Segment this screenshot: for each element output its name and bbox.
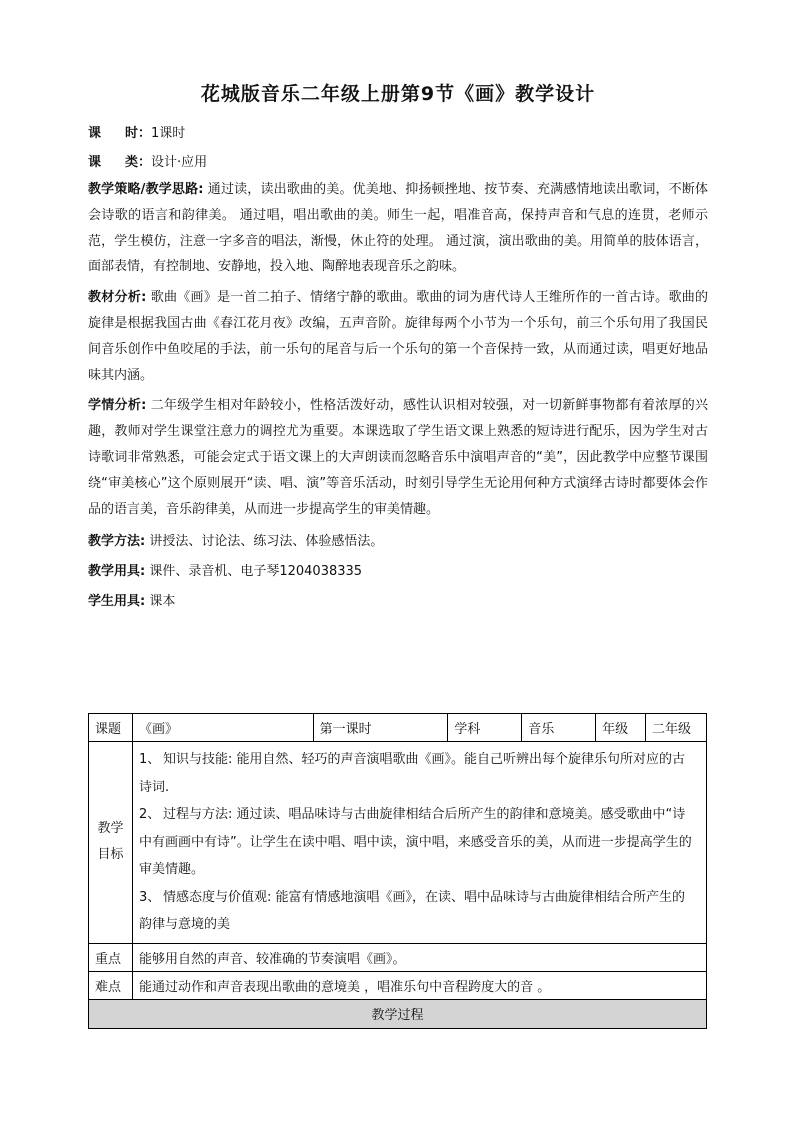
students-text: 二年级学生相对年龄较小，性格活泼好动，感性认识相对较强，对一切新鲜事物都有着浓厚的兴趣，教师对学生课堂注意力的调控尤为重要。本课选取了学生语文课上熟悉的短诗进行配乐，因为学生对古诗歌词非常熟悉，可能会定式于语文课上的大声朗读而忽略音乐中演唱声音的“美”，因此教学中应整节课围绕“审美核心”这个原则展开“读、唱、演”等音乐活动，时刻引导学生无论用何种方式演绎古诗时都要体会作品的语言美，音乐韵律美，从而进一步提高学生的审美情趣。: [88, 398, 709, 517]
strategy-label: 教学策略/教学思路:: [88, 182, 204, 197]
strategy-paragraph: [88, 177, 708, 280]
table-row-header: [89, 714, 707, 742]
type-line: [88, 148, 708, 177]
methods-label: 教学方法:: [88, 534, 146, 550]
tools-text: 课件、录音机、电子琴1204038335: [149, 564, 363, 580]
period-label: 课 时：: [88, 126, 152, 141]
process-heading: 教学过程: [89, 999, 707, 1028]
type-label: 课 类：: [88, 155, 152, 170]
goal-text: 情感态度与价值观: 能富有情感地演唱《画》，在读、唱中品味诗与古曲旋律相结合所产生的韵律与意境的美: [138, 889, 685, 932]
period-value: 1课时: [151, 126, 186, 141]
lesson-table: [88, 713, 707, 1029]
material-paragraph: [88, 285, 708, 388]
students-paragraph: [88, 393, 708, 522]
difficulty-text: 能通过动作和声音表现出歌曲的意境美 ，唱准乐句中音程跨度大的音 。: [132, 971, 706, 999]
table-row-difficulty: [89, 971, 707, 999]
cell-grade-label: 年级: [596, 714, 646, 742]
cell-subject-value: 音乐: [522, 714, 596, 742]
material-label: 教材分析:: [88, 290, 147, 306]
table-row-key: [89, 943, 707, 971]
goal-item: 2、 过程与方法: 通过读、唱品味诗与古曲旋律相结合后所产生的韵律和意境美。感受歌曲中“诗中有画画中有诗”。让学生在读中唱、唱中读，演中唱，来感受音乐的美，从而进一步提高学生的审美情趣。: [138, 807, 692, 877]
key-label: 重点: [89, 943, 133, 971]
cell-subject-label: 学科: [448, 714, 522, 742]
methods-line: [88, 527, 708, 557]
goals-cell: [132, 742, 706, 944]
cell-topic-label: 课题: [89, 714, 133, 742]
student-tools-line: [88, 587, 708, 617]
goal-text: 过程与方法: 通过读、唱品味诗与古曲旋律相结合后所产生的韵律和意境美。感受歌曲中“诗中有画画中有诗”。让学生在读中唱、唱中读，演中唱，来感受音乐的美，从而进一步提高学生的审美情趣。: [138, 807, 692, 877]
period-line: [88, 119, 708, 148]
tools-line: [88, 557, 708, 587]
goals-label: 教学目标: [89, 742, 133, 944]
document-body: [88, 80, 708, 617]
type-value: 设计·应用: [151, 155, 208, 170]
goal-text: 知识与技能: 能用自然、轻巧的声音演唱歌曲《画》。能自己听辨出每个旋律乐句所对应的古诗词.: [138, 752, 685, 795]
cell-period: 第一课时: [313, 714, 448, 742]
difficulty-label: 难点: [89, 971, 133, 999]
strategy-text: 通过读，读出歌曲的美。优美地、抑扬顿挫地、按节奏、充满感情地读出歌词，不断体会诗歌的语言和韵律美。 通过唱，唱出歌曲的美。师生一起，唱准音高，保持声音和气息的连贯，老师示范，学生模仿，注意一字多音的唱法，渐慢，休止符的处理。 通过演，演出歌曲的美。用简单的肢体语言，面部表情，有控制地、安静地，投入地、陶醉地表现音乐之韵味。: [88, 182, 708, 275]
tools-label: 教学用具:: [88, 564, 146, 580]
document-title: 花城版音乐二年级上册第9节《画》教学设计: [200, 83, 596, 105]
cell-grade-value: 二年级: [646, 714, 707, 742]
methods-text: 讲授法、讨论法、练习法、体验感悟法。: [149, 534, 384, 550]
material-text: 歌曲《画》是一首二拍子、情绪宁静的歌曲。歌曲的词为唐代诗人王维所作的一首古诗。歌曲的旋律是根据我国古曲《春江花月夜》改编，五声音阶。旋律每两个小节为一个乐句，前三个乐句用了我国民间音乐创作中鱼咬尾的手法，前一乐句的尾音与后一个乐句的第一个音保持一致，从而通过读，唱更好地品味其内涵。: [88, 290, 709, 383]
goal-item: 1、 知识与技能: 能用自然、轻巧的声音演唱歌曲《画》。能自己听辨出每个旋律乐句所对应的古诗词.: [138, 752, 685, 795]
goal-item: 3、 情感态度与价值观: 能富有情感地演唱《画》，在读、唱中品味诗与古曲旋律相结合所产生的韵律与意境的美: [138, 889, 685, 932]
student-tools-label: 学生用具:: [88, 594, 146, 610]
cell-topic-value: 《画》: [132, 714, 313, 742]
student-tools-text: 课本: [149, 594, 176, 610]
table-row-process: [89, 999, 707, 1028]
students-label: 学情分析:: [88, 398, 147, 414]
table-row-goals: [89, 742, 707, 944]
key-text: 能够用自然的声音、较准确的节奏演唱《画》。: [132, 943, 706, 971]
